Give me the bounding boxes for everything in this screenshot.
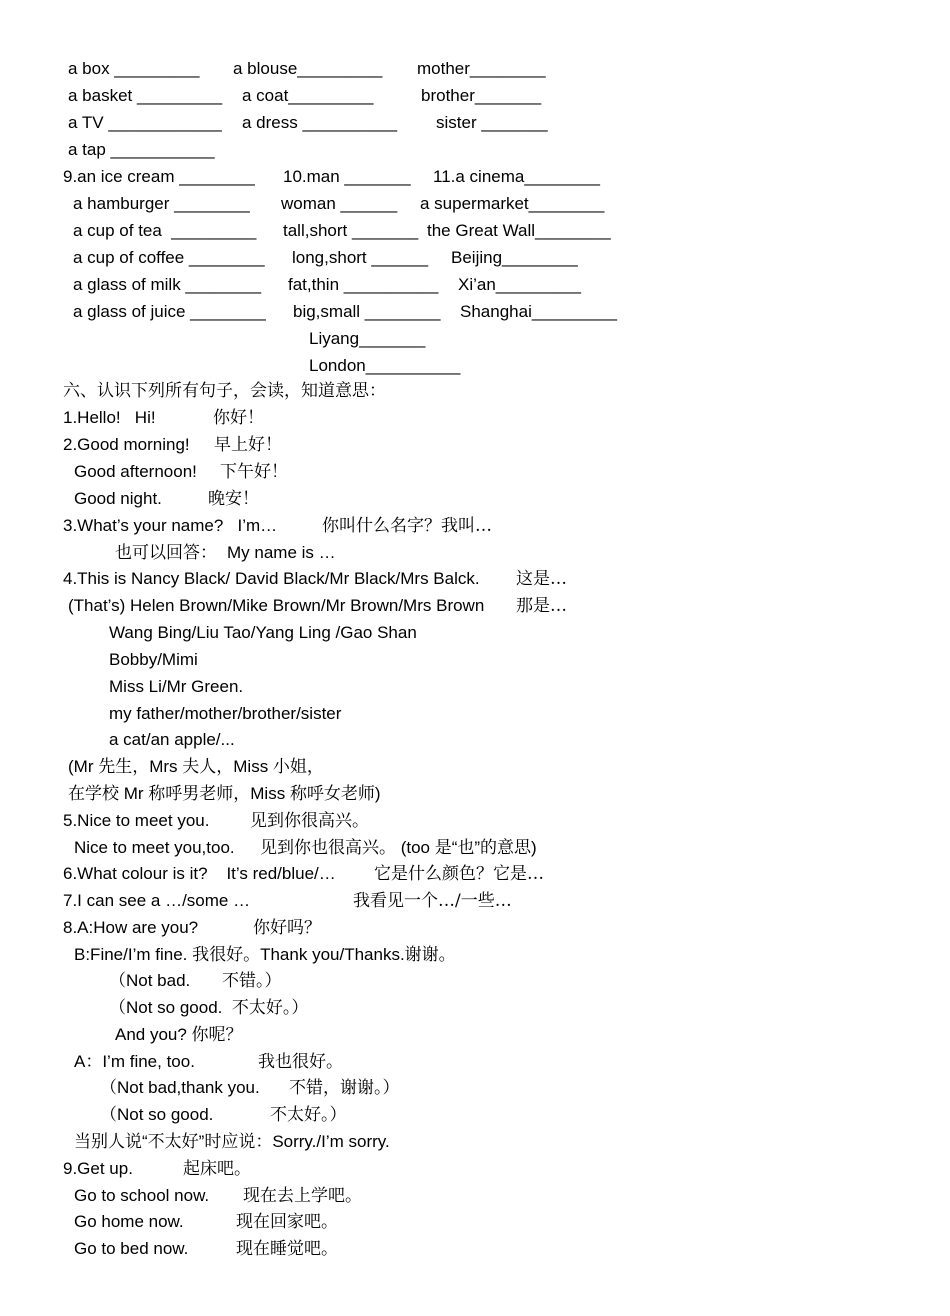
vocab-item: Beijing________	[451, 248, 578, 267]
sentence-en: 2.Good morning!	[63, 435, 190, 454]
sentence-mixed: 当别人说“不太好”时应说：Sorry./I’m sorry.	[74, 1132, 390, 1151]
vocab-item: a TV ____________	[68, 113, 222, 132]
sentence-en: 4.This is Nancy Black/ David Black/Mr Black/Mrs Balck.	[63, 569, 480, 588]
sentence-cn: 我看见一个…/一些…	[353, 891, 512, 911]
section-heading: 六、认识下列所有句子，会读，知道意思：	[63, 381, 386, 401]
vocab-item: the Great Wall________	[427, 221, 611, 240]
sentence-cn: 那是…	[516, 596, 567, 616]
sentence-en: 1.Hello! Hi!	[63, 408, 156, 427]
sentence-mixed: (Mr 先生，Mrs 夫人，Miss 小姐，	[68, 757, 324, 776]
sentence-cn: 不太好。）	[270, 1105, 347, 1125]
sentence-en: 6.What colour is it? It’s red/blue/…	[63, 864, 336, 883]
vocab-item: 11.a cinema________	[433, 167, 600, 186]
vocab-item: a glass of juice ________	[73, 302, 266, 321]
sentence-cn: 早上好！	[214, 435, 282, 455]
sentence-cn: 它是什么颜色？它是…	[374, 864, 544, 884]
vocab-item: long,short ______	[292, 248, 429, 267]
sentence-cn: 现在睡觉吧。	[236, 1239, 338, 1259]
vocab-item: a basket _________	[68, 86, 223, 105]
sentence-en: Wang Bing/Liu Tao/Yang Ling /Gao Shan	[109, 623, 417, 642]
sentence-cn: 现在回家吧。	[236, 1212, 338, 1232]
sentence-en: Bobby/Mimi	[109, 650, 198, 669]
sentence-cn: 不错，谢谢。）	[289, 1078, 400, 1098]
sentence-cn: 你好吗？	[253, 918, 321, 938]
sentence-cn: 见到你很高兴。	[250, 811, 369, 831]
sentence-mixed: （Not so good. 不太好。）	[109, 998, 309, 1017]
sentence-en: （Not bad.	[109, 971, 191, 990]
vocab-item: big,small ________	[293, 302, 441, 321]
sentence-cn: 现在去上学吧。	[243, 1186, 362, 1206]
sentence-en: （Not bad,thank you.	[100, 1078, 260, 1097]
sentence-en: A：I’m fine, too.	[74, 1052, 195, 1071]
vocab-item: fat,thin __________	[288, 275, 439, 294]
sentence-cn: 起床吧。	[183, 1159, 251, 1179]
sentence-en: Good afternoon!	[74, 462, 197, 481]
vocab-item: mother________	[417, 59, 546, 78]
sentence-mixed: 见到你也很高兴。 (too 是“也”的意思)	[260, 838, 537, 857]
vocab-item: a cup of coffee ________	[73, 248, 265, 267]
vocab-item: a blouse_________	[233, 59, 383, 78]
sentence-cn: 你叫什么名字？我叫…	[322, 516, 492, 536]
sentence-en: Miss Li/Mr Green.	[109, 677, 244, 696]
sentence-en: a cat/an apple/...	[109, 730, 235, 749]
sentence-en: 7.I can see a …/some …	[63, 891, 251, 910]
sentence-en: My name is …	[227, 543, 336, 562]
sentence-cn: 晚安！	[208, 489, 259, 509]
sentence-cn: 下午好！	[220, 462, 288, 482]
vocab-item: Xi’an_________	[458, 275, 581, 294]
vocab-item: tall,short _______	[283, 221, 419, 240]
sentence-en: 9.Get up.	[63, 1159, 133, 1178]
vocab-item: London__________	[309, 356, 461, 375]
vocab-item: a cup of tea _________	[73, 221, 257, 240]
vocab-item: a tap ___________	[68, 140, 215, 159]
vocab-item: a glass of milk ________	[73, 275, 262, 294]
sentence-en: (That’s) Helen Brown/Mike Brown/Mr Brown/Mrs Brown	[68, 596, 485, 615]
sentence-en: Go home now.	[74, 1212, 184, 1231]
sentence-en: （Not so good.	[100, 1105, 214, 1124]
sentence-cn: 你好！	[213, 408, 264, 428]
vocab-item: 10.man _______	[283, 167, 411, 186]
vocab-item: brother_______	[421, 86, 542, 105]
sentence-en: Go to bed now.	[74, 1239, 189, 1258]
sentence-cn: 不错。）	[222, 971, 282, 991]
sentence-cn: 我也很好。	[258, 1052, 343, 1072]
vocab-item: sister _______	[436, 113, 548, 132]
vocab-item: Shanghai_________	[460, 302, 617, 321]
vocab-item: 9.an ice cream ________	[63, 167, 255, 186]
sentence-en: 5.Nice to meet you.	[63, 811, 210, 830]
vocab-item: a supermarket________	[420, 194, 605, 213]
vocab-item: a coat_________	[242, 86, 374, 105]
sentence-mixed: 在学校 Mr 称呼男老师，Miss 称呼女老师)	[68, 784, 381, 803]
vocab-item: a hamburger ________	[73, 194, 250, 213]
sentence-mixed: B:Fine/I’m fine. 我很好。Thank you/Thanks.谢谢。	[74, 945, 456, 964]
vocab-item: a dress __________	[242, 113, 398, 132]
sentence-en: 8.A:How are you?	[63, 918, 199, 937]
sentence-en: Go to school now.	[74, 1186, 210, 1205]
sentence-en: Nice to meet you,too.	[74, 838, 235, 857]
vocab-item: woman ______	[281, 194, 398, 213]
sentence-en: Good night.	[74, 489, 162, 508]
sentence-en: 3.What’s your name? I’m…	[63, 516, 278, 535]
sentence-en: my father/mother/brother/sister	[109, 704, 342, 723]
sentence-cn: 这是…	[516, 569, 567, 589]
vocab-item: Liyang_______	[309, 329, 426, 348]
sentence-mixed: And you? 你呢？	[115, 1025, 243, 1044]
vocab-item: a box _________	[68, 59, 200, 78]
sentence-cn: 也可以回答：	[115, 543, 217, 563]
